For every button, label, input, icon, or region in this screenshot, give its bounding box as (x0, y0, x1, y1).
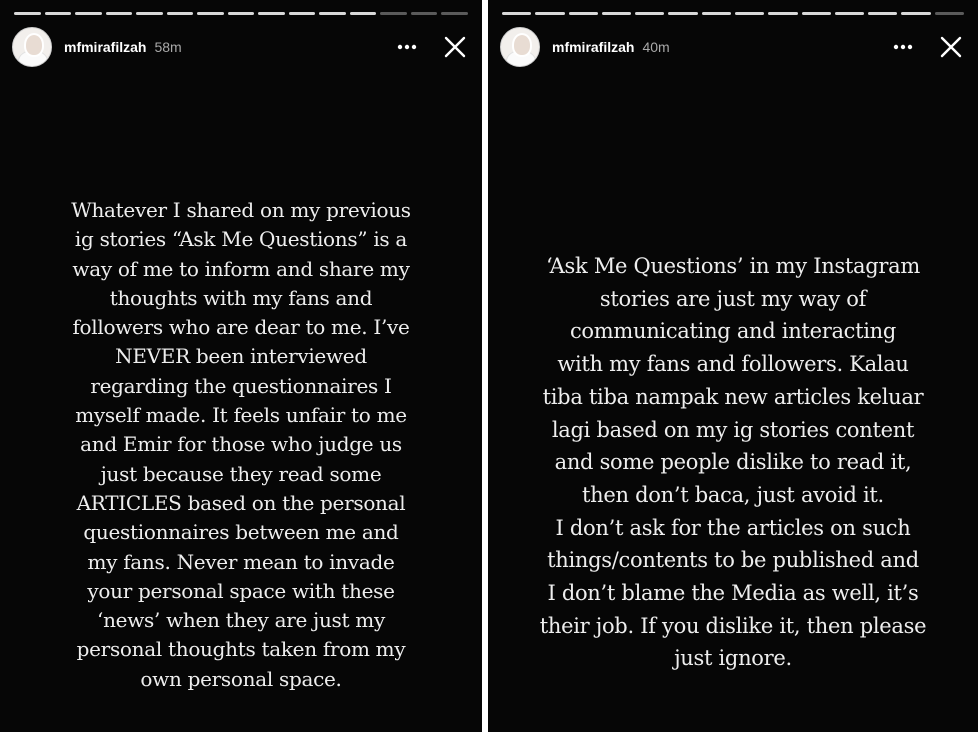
story-progress-bar (502, 12, 964, 15)
progress-segment (702, 12, 731, 15)
progress-segment (289, 12, 316, 15)
more-options-icon[interactable] (392, 32, 422, 62)
username-link[interactable]: mfmirafilzah (64, 39, 147, 55)
story-text: Whatever I shared on my previous ig stories “Ask Me Questions” is a way of me to inform and share my thoughts with my fans and followers who are dear to me. I’ve NEVER been interviewed regarding the questionnaires I myself made. It feels unfair to me and Emir for those who judge us just because they read some ARTICLES based on the personal questionnaires between me and my fans. Never mean to invade your personal space with these ‘news’ when they are just my personal thoughts taken from my own personal space. (71, 198, 411, 691)
profile-avatar[interactable] (500, 27, 540, 67)
progress-segment (668, 12, 697, 15)
progress-segment (228, 12, 255, 15)
progress-segment (502, 12, 531, 15)
progress-segment (75, 12, 102, 15)
close-icon[interactable] (440, 32, 470, 62)
progress-segment (350, 12, 377, 15)
profile-avatar[interactable] (12, 27, 52, 67)
story-panel-left[interactable] (0, 0, 482, 732)
progress-segment (441, 12, 468, 15)
story-header (12, 27, 470, 67)
progress-segment (136, 12, 163, 15)
progress-segment (835, 12, 864, 15)
story-header (500, 27, 966, 67)
progress-segment (45, 12, 72, 15)
more-options-icon[interactable] (888, 32, 918, 62)
progress-segment (535, 12, 564, 15)
progress-segment (106, 12, 133, 15)
post-time: 40m (642, 39, 670, 55)
progress-segment (167, 12, 194, 15)
progress-segment (935, 12, 964, 15)
close-icon[interactable] (936, 32, 966, 62)
progress-segment (14, 12, 41, 15)
post-time: 58m (154, 39, 182, 55)
username-link[interactable]: mfmirafilzah (552, 39, 635, 55)
progress-segment (319, 12, 346, 15)
progress-segment (197, 12, 224, 15)
story-panel-right[interactable] (488, 0, 978, 732)
progress-segment (635, 12, 664, 15)
progress-segment (380, 12, 407, 15)
progress-segment (901, 12, 930, 15)
progress-segment (802, 12, 831, 15)
progress-segment (868, 12, 897, 15)
progress-segment (735, 12, 764, 15)
progress-segment (258, 12, 285, 15)
progress-segment (768, 12, 797, 15)
story-progress-bar (14, 12, 468, 15)
progress-segment (411, 12, 438, 15)
progress-segment (569, 12, 598, 15)
story-text: ‘Ask Me Questions’ in my Instagram stories are just my way of communicating and interacting with my fans and followers. Kalau tiba tiba nampak new articles keluar lagi based on my ig stories content and some people dislike to read it, then don’t baca, just avoid it. I don’t ask for the articles on such things/contents to be published and I don’t blame the Media as well, it’s their job. If you dislike it, then please just ignore. (539, 254, 927, 671)
progress-segment (602, 12, 631, 15)
